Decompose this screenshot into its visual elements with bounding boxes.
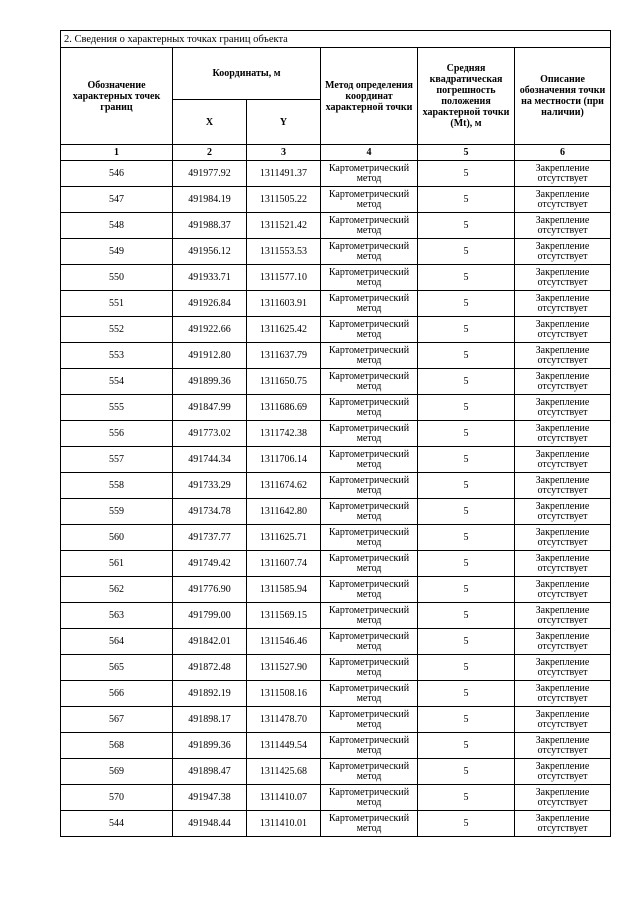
x-coordinate-cell: 491926.84 bbox=[173, 291, 247, 317]
method-cell: Картометрический метод bbox=[321, 733, 418, 759]
y-coordinate-cell: 1311527.90 bbox=[247, 655, 321, 681]
description-cell: Закрепление отсутствует bbox=[515, 785, 611, 811]
error-cell: 5 bbox=[418, 265, 515, 291]
method-cell: Картометрический метод bbox=[321, 369, 418, 395]
point-number-cell: 563 bbox=[61, 603, 173, 629]
point-number-cell: 546 bbox=[61, 161, 173, 187]
column-number: 3 bbox=[247, 145, 321, 161]
x-coordinate-cell: 491892.19 bbox=[173, 681, 247, 707]
point-number-cell: 549 bbox=[61, 239, 173, 265]
description-cell: Закрепление отсутствует bbox=[515, 421, 611, 447]
point-number-cell: 557 bbox=[61, 447, 173, 473]
header-description: Описание обозначения точки на местности (при наличии) bbox=[515, 48, 611, 145]
y-coordinate-cell: 1311508.16 bbox=[247, 681, 321, 707]
column-number: 1 bbox=[61, 145, 173, 161]
description-cell: Закрепление отсутствует bbox=[515, 759, 611, 785]
description-cell: Закрепление отсутствует bbox=[515, 317, 611, 343]
column-number: 6 bbox=[515, 145, 611, 161]
point-number-cell: 569 bbox=[61, 759, 173, 785]
method-cell: Картометрический метод bbox=[321, 343, 418, 369]
method-cell: Картометрический метод bbox=[321, 265, 418, 291]
description-cell: Закрепление отсутствует bbox=[515, 629, 611, 655]
error-cell: 5 bbox=[418, 291, 515, 317]
error-cell: 5 bbox=[418, 811, 515, 837]
error-cell: 5 bbox=[418, 213, 515, 239]
x-coordinate-cell: 491977.92 bbox=[173, 161, 247, 187]
point-number-cell: 566 bbox=[61, 681, 173, 707]
method-cell: Картометрический метод bbox=[321, 811, 418, 837]
error-cell: 5 bbox=[418, 629, 515, 655]
error-cell: 5 bbox=[418, 187, 515, 213]
y-coordinate-cell: 1311410.07 bbox=[247, 785, 321, 811]
method-cell: Картометрический метод bbox=[321, 161, 418, 187]
error-cell: 5 bbox=[418, 603, 515, 629]
method-cell: Картометрический метод bbox=[321, 785, 418, 811]
x-coordinate-cell: 491842.01 bbox=[173, 629, 247, 655]
point-number-cell: 547 bbox=[61, 187, 173, 213]
header-x: X bbox=[173, 100, 247, 145]
point-number-cell: 558 bbox=[61, 473, 173, 499]
y-coordinate-cell: 1311505.22 bbox=[247, 187, 321, 213]
table-row bbox=[61, 421, 611, 447]
table-row bbox=[61, 759, 611, 785]
table-row bbox=[61, 577, 611, 603]
point-number-cell: 552 bbox=[61, 317, 173, 343]
error-cell: 5 bbox=[418, 317, 515, 343]
header-coordinates: Координаты, м bbox=[173, 48, 321, 100]
y-coordinate-cell: 1311607.74 bbox=[247, 551, 321, 577]
point-number-cell: 562 bbox=[61, 577, 173, 603]
method-cell: Картометрический метод bbox=[321, 213, 418, 239]
column-number: 4 bbox=[321, 145, 418, 161]
method-cell: Картометрический метод bbox=[321, 629, 418, 655]
description-cell: Закрепление отсутствует bbox=[515, 161, 611, 187]
table-row bbox=[61, 811, 611, 837]
table-row bbox=[61, 551, 611, 577]
table-row bbox=[61, 265, 611, 291]
header-error: Средняя квадратическая погрешность положения характерной точки (Mt), м bbox=[418, 48, 515, 145]
error-cell: 5 bbox=[418, 499, 515, 525]
section-title: 2. Сведения о характерных точках границ объекта bbox=[61, 31, 611, 48]
table-row bbox=[61, 499, 611, 525]
method-cell: Картометрический метод bbox=[321, 239, 418, 265]
x-coordinate-cell: 491947.38 bbox=[173, 785, 247, 811]
table-row bbox=[61, 161, 611, 187]
y-coordinate-cell: 1311585.94 bbox=[247, 577, 321, 603]
method-cell: Картометрический метод bbox=[321, 499, 418, 525]
method-cell: Картометрический метод bbox=[321, 187, 418, 213]
x-coordinate-cell: 491984.19 bbox=[173, 187, 247, 213]
table-row bbox=[61, 291, 611, 317]
column-number: 5 bbox=[418, 145, 515, 161]
y-coordinate-cell: 1311686.69 bbox=[247, 395, 321, 421]
x-coordinate-cell: 491847.99 bbox=[173, 395, 247, 421]
table-row bbox=[61, 707, 611, 733]
x-coordinate-cell: 491734.78 bbox=[173, 499, 247, 525]
x-coordinate-cell: 491933.71 bbox=[173, 265, 247, 291]
table-row bbox=[61, 213, 611, 239]
point-number-cell: 570 bbox=[61, 785, 173, 811]
table-row bbox=[61, 317, 611, 343]
header-y: Y bbox=[247, 100, 321, 145]
y-coordinate-cell: 1311650.75 bbox=[247, 369, 321, 395]
table-row bbox=[61, 447, 611, 473]
boundary-points-table bbox=[60, 30, 611, 837]
table-row bbox=[61, 473, 611, 499]
y-coordinate-cell: 1311625.71 bbox=[247, 525, 321, 551]
error-cell: 5 bbox=[418, 655, 515, 681]
description-cell: Закрепление отсутствует bbox=[515, 395, 611, 421]
y-coordinate-cell: 1311642.80 bbox=[247, 499, 321, 525]
method-cell: Картометрический метод bbox=[321, 317, 418, 343]
description-cell: Закрепление отсутствует bbox=[515, 239, 611, 265]
y-coordinate-cell: 1311674.62 bbox=[247, 473, 321, 499]
y-coordinate-cell: 1311410.01 bbox=[247, 811, 321, 837]
point-number-cell: 544 bbox=[61, 811, 173, 837]
y-coordinate-cell: 1311742.38 bbox=[247, 421, 321, 447]
y-coordinate-cell: 1311478.70 bbox=[247, 707, 321, 733]
y-coordinate-cell: 1311546.46 bbox=[247, 629, 321, 655]
point-number-cell: 564 bbox=[61, 629, 173, 655]
table-row bbox=[61, 395, 611, 421]
y-coordinate-cell: 1311625.42 bbox=[247, 317, 321, 343]
y-coordinate-cell: 1311521.42 bbox=[247, 213, 321, 239]
x-coordinate-cell: 491948.44 bbox=[173, 811, 247, 837]
y-coordinate-cell: 1311706.14 bbox=[247, 447, 321, 473]
error-cell: 5 bbox=[418, 759, 515, 785]
error-cell: 5 bbox=[418, 369, 515, 395]
point-number-cell: 555 bbox=[61, 395, 173, 421]
description-cell: Закрепление отсутствует bbox=[515, 291, 611, 317]
description-cell: Закрепление отсутствует bbox=[515, 707, 611, 733]
error-cell: 5 bbox=[418, 577, 515, 603]
point-number-cell: 561 bbox=[61, 551, 173, 577]
document-page bbox=[60, 30, 610, 837]
y-coordinate-cell: 1311425.68 bbox=[247, 759, 321, 785]
point-number-cell: 565 bbox=[61, 655, 173, 681]
x-coordinate-cell: 491988.37 bbox=[173, 213, 247, 239]
error-cell: 5 bbox=[418, 681, 515, 707]
description-cell: Закрепление отсутствует bbox=[515, 577, 611, 603]
y-coordinate-cell: 1311603.91 bbox=[247, 291, 321, 317]
x-coordinate-cell: 491912.80 bbox=[173, 343, 247, 369]
table-row bbox=[61, 733, 611, 759]
method-cell: Картометрический метод bbox=[321, 395, 418, 421]
x-coordinate-cell: 491799.00 bbox=[173, 603, 247, 629]
method-cell: Картометрический метод bbox=[321, 551, 418, 577]
error-cell: 5 bbox=[418, 161, 515, 187]
point-number-cell: 556 bbox=[61, 421, 173, 447]
table-row bbox=[61, 187, 611, 213]
description-cell: Закрепление отсутствует bbox=[515, 473, 611, 499]
description-cell: Закрепление отсутствует bbox=[515, 343, 611, 369]
x-coordinate-cell: 491872.48 bbox=[173, 655, 247, 681]
x-coordinate-cell: 491744.34 bbox=[173, 447, 247, 473]
method-cell: Картометрический метод bbox=[321, 681, 418, 707]
point-number-cell: 567 bbox=[61, 707, 173, 733]
method-cell: Картометрический метод bbox=[321, 447, 418, 473]
point-number-cell: 559 bbox=[61, 499, 173, 525]
point-number-cell: 548 bbox=[61, 213, 173, 239]
point-number-cell: 568 bbox=[61, 733, 173, 759]
description-cell: Закрепление отсутствует bbox=[515, 551, 611, 577]
header-method: Метод определения координат характерной точки bbox=[321, 48, 418, 145]
method-cell: Картометрический метод bbox=[321, 473, 418, 499]
table-row bbox=[61, 239, 611, 265]
method-cell: Картометрический метод bbox=[321, 525, 418, 551]
method-cell: Картометрический метод bbox=[321, 707, 418, 733]
x-coordinate-cell: 491898.17 bbox=[173, 707, 247, 733]
header-designation: Обозначение характерных точек границ bbox=[61, 48, 173, 145]
description-cell: Закрепление отсутствует bbox=[515, 655, 611, 681]
method-cell: Картометрический метод bbox=[321, 603, 418, 629]
description-cell: Закрепление отсутствует bbox=[515, 213, 611, 239]
x-coordinate-cell: 491737.77 bbox=[173, 525, 247, 551]
error-cell: 5 bbox=[418, 343, 515, 369]
y-coordinate-cell: 1311569.15 bbox=[247, 603, 321, 629]
description-cell: Закрепление отсутствует bbox=[515, 733, 611, 759]
description-cell: Закрепление отсутствует bbox=[515, 265, 611, 291]
x-coordinate-cell: 491922.66 bbox=[173, 317, 247, 343]
error-cell: 5 bbox=[418, 525, 515, 551]
point-number-cell: 554 bbox=[61, 369, 173, 395]
table-row bbox=[61, 603, 611, 629]
description-cell: Закрепление отсутствует bbox=[515, 187, 611, 213]
x-coordinate-cell: 491899.36 bbox=[173, 733, 247, 759]
column-number: 2 bbox=[173, 145, 247, 161]
point-number-cell: 551 bbox=[61, 291, 173, 317]
description-cell: Закрепление отсутствует bbox=[515, 811, 611, 837]
description-cell: Закрепление отсутствует bbox=[515, 499, 611, 525]
y-coordinate-cell: 1311491.37 bbox=[247, 161, 321, 187]
table-row bbox=[61, 629, 611, 655]
description-cell: Закрепление отсутствует bbox=[515, 603, 611, 629]
method-cell: Картометрический метод bbox=[321, 577, 418, 603]
description-cell: Закрепление отсутствует bbox=[515, 681, 611, 707]
table-row bbox=[61, 525, 611, 551]
error-cell: 5 bbox=[418, 733, 515, 759]
x-coordinate-cell: 491776.90 bbox=[173, 577, 247, 603]
error-cell: 5 bbox=[418, 395, 515, 421]
y-coordinate-cell: 1311577.10 bbox=[247, 265, 321, 291]
table-row bbox=[61, 681, 611, 707]
x-coordinate-cell: 491733.29 bbox=[173, 473, 247, 499]
method-cell: Картометрический метод bbox=[321, 759, 418, 785]
point-number-cell: 560 bbox=[61, 525, 173, 551]
description-cell: Закрепление отсутствует bbox=[515, 369, 611, 395]
y-coordinate-cell: 1311637.79 bbox=[247, 343, 321, 369]
error-cell: 5 bbox=[418, 239, 515, 265]
table-row bbox=[61, 785, 611, 811]
description-cell: Закрепление отсутствует bbox=[515, 525, 611, 551]
error-cell: 5 bbox=[418, 551, 515, 577]
table-row bbox=[61, 369, 611, 395]
error-cell: 5 bbox=[418, 473, 515, 499]
point-number-cell: 550 bbox=[61, 265, 173, 291]
error-cell: 5 bbox=[418, 785, 515, 811]
x-coordinate-cell: 491773.02 bbox=[173, 421, 247, 447]
description-cell: Закрепление отсутствует bbox=[515, 447, 611, 473]
x-coordinate-cell: 491898.47 bbox=[173, 759, 247, 785]
x-coordinate-cell: 491749.42 bbox=[173, 551, 247, 577]
table-row bbox=[61, 655, 611, 681]
column-numbers-row bbox=[61, 145, 611, 161]
x-coordinate-cell: 491956.12 bbox=[173, 239, 247, 265]
x-coordinate-cell: 491899.36 bbox=[173, 369, 247, 395]
point-number-cell: 553 bbox=[61, 343, 173, 369]
error-cell: 5 bbox=[418, 447, 515, 473]
y-coordinate-cell: 1311449.54 bbox=[247, 733, 321, 759]
error-cell: 5 bbox=[418, 421, 515, 447]
method-cell: Картометрический метод bbox=[321, 421, 418, 447]
method-cell: Картометрический метод bbox=[321, 291, 418, 317]
method-cell: Картометрический метод bbox=[321, 655, 418, 681]
y-coordinate-cell: 1311553.53 bbox=[247, 239, 321, 265]
error-cell: 5 bbox=[418, 707, 515, 733]
table-row bbox=[61, 343, 611, 369]
